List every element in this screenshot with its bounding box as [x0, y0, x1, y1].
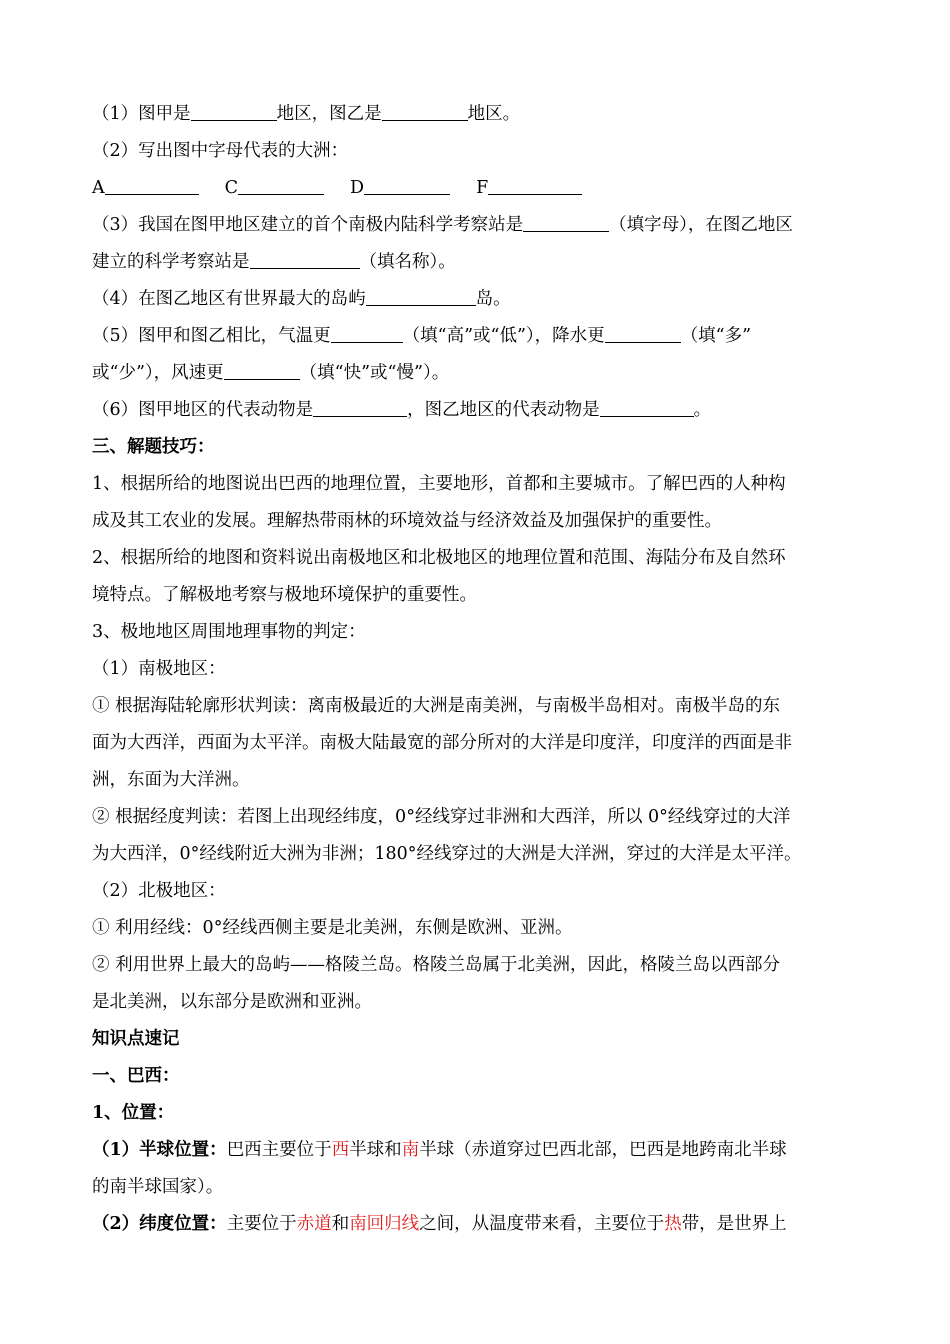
q1-text-c: 地区。: [467, 104, 521, 124]
q6-text-a: （6）图甲地区的代表动物是: [92, 400, 314, 420]
q1-text-a: （1）图甲是: [92, 104, 191, 124]
tips-s2a: ① 利用经线：0°经线西侧主要是北美洲，东侧是欧洲、亚洲。: [92, 918, 573, 938]
option-d-blank[interactable]: [364, 176, 450, 195]
question-3-line-1: [92, 207, 862, 244]
question-6: [92, 392, 862, 429]
lat-hot: 热: [664, 1214, 682, 1234]
q5-blank-3[interactable]: [224, 361, 300, 380]
question-5-line-2: [92, 355, 862, 392]
option-a-blank[interactable]: [105, 176, 199, 195]
q6-blank-1[interactable]: [313, 398, 407, 417]
tips-p2-l2: 境特点。了解极地考察与极地环境保护的重要性。: [92, 585, 477, 605]
q4-blank[interactable]: [366, 287, 476, 306]
knowledge-sec1: 一、巴西：: [92, 1066, 180, 1086]
hemi-t1: 巴西主要位于: [226, 1140, 332, 1160]
latitude-line-1: [92, 1206, 862, 1243]
question-4: [92, 281, 862, 318]
lat-t3: 之间，从温度带来看，主要位于: [419, 1214, 665, 1234]
option-a: A: [92, 170, 199, 207]
latitude-label: （2）纬度位置：: [92, 1214, 227, 1234]
tips-s1a-l1: ① 根据海陆轮廓形状判读：离南极最近的大洲是南美洲，与南极半岛相对。南极半岛的东: [92, 696, 781, 716]
option-f: F: [476, 170, 582, 207]
tips-p1-l2: 成及其工农业的发展。理解热带雨林的环境效益与经济效益及加强保护的重要性。: [92, 511, 722, 531]
hemisphere-line-2: 的南半球国家）。: [92, 1177, 224, 1197]
hemi-t2: 半球和: [349, 1140, 402, 1160]
q3-text-a: （3）我国在图甲地区建立的首个南极内陆科学考察站是: [92, 215, 524, 235]
q3-text-b: （填字母），在图乙地区: [609, 215, 793, 235]
question-1: [92, 96, 862, 133]
question-2-options: [92, 170, 862, 207]
q1-blank-2[interactable]: [382, 102, 468, 121]
tips-s1b-l1: ② 根据经度判读：若图上出现经纬度，0°经线穿过非洲和大西洋，所以 0°经线穿过的大洋: [92, 807, 791, 827]
option-c: C: [225, 170, 324, 207]
option-c-blank[interactable]: [238, 176, 324, 195]
question-3-line-2: [92, 244, 862, 281]
q3-blank-1[interactable]: [523, 213, 609, 232]
q5-text-d: 或“少”），风速更: [92, 363, 224, 383]
q4-text-a: （4）在图乙地区有世界最大的岛屿: [92, 289, 366, 309]
tips-s1b-l2: 为大西洋，0°经线附近大洲为非洲；180°经线穿过的大洲是大洋洲，穿过的大洋是太平洋。: [92, 844, 802, 864]
q3-text-d: （填名称）。: [359, 252, 456, 272]
lat-tropic: 南回归线: [349, 1214, 420, 1234]
tips-s2b-l2: 是北美洲，以东部分是欧洲和亚洲。: [92, 992, 372, 1012]
hemisphere-label: （1）半球位置：: [92, 1140, 227, 1160]
question-2: [92, 133, 862, 170]
tips-s1a-l3: 洲，东面为大洋洲。: [92, 770, 250, 790]
q5-text-b: （填“高”或“低”），降水更: [402, 326, 605, 346]
knowledge-pos: 1、位置：: [92, 1103, 175, 1123]
q3-text-c: 建立的科学考察站是: [92, 252, 250, 272]
tips-s2b-l1: ② 利用世界上最大的岛屿——格陵兰岛。格陵兰岛属于北美洲，因此，格陵兰岛以西部分: [92, 955, 781, 975]
knowledge-title: 知识点速记: [92, 1029, 180, 1049]
q1-blank-1[interactable]: [191, 102, 277, 121]
tips-s1: （1）南极地区：: [92, 659, 226, 679]
tips-p3: 3、极地地区周围地理事物的判定：: [92, 622, 366, 642]
q5-text-c: （填“多”: [680, 326, 752, 346]
q5-blank-1[interactable]: [331, 324, 403, 343]
lat-t1: 主要位于: [226, 1214, 297, 1234]
tips-p2-l1: 2、根据所给的地图和资料说出南极地区和北极地区的地理位置和范围、海陆分布及自然环: [92, 548, 786, 568]
q4-text-b: 岛。: [475, 289, 511, 309]
tips-s1a-l2: 面为大西洋，西面为太平洋。南极大陆最宽的部分所对的大洋是印度洋，印度洋的西面是非: [92, 733, 792, 753]
hemi-t3: 半球（赤道穿过巴西北部，巴西是地跨南北半球: [419, 1140, 787, 1160]
lat-t2: 和: [331, 1214, 350, 1234]
document-page: [92, 96, 862, 1243]
q6-blank-2[interactable]: [600, 398, 694, 417]
q1-text-b: 地区，图乙是: [276, 104, 382, 124]
tips-s2: （2）北极地区：: [92, 881, 226, 901]
q5-blank-2[interactable]: [605, 324, 681, 343]
q5-text-a: （5）图甲和图乙相比，气温更: [92, 326, 331, 346]
lat-t4: 带，是世界上: [681, 1214, 787, 1234]
option-f-blank[interactable]: [488, 176, 582, 195]
q6-text-b: ，图乙地区的代表动物是: [407, 400, 600, 420]
hemisphere-line-1: [92, 1132, 862, 1169]
q3-blank-2[interactable]: [250, 250, 360, 269]
lat-equator: 赤道: [296, 1214, 332, 1234]
question-5-line-1: [92, 318, 862, 355]
hemi-west: 西: [331, 1140, 350, 1160]
q6-text-c: 。: [693, 400, 712, 420]
q2-text: （2）写出图中字母代表的大洲：: [92, 141, 349, 161]
tips-p1-l1: 1、根据所给的地图说出巴西的地理位置，主要地形，首都和主要城市。了解巴西的人种构: [92, 474, 786, 494]
tips-heading: 三、解题技巧：: [92, 437, 215, 457]
option-d: D: [350, 170, 450, 207]
q5-text-e: （填“快”或“慢”）。: [299, 363, 450, 383]
hemi-south: 南: [401, 1140, 420, 1160]
